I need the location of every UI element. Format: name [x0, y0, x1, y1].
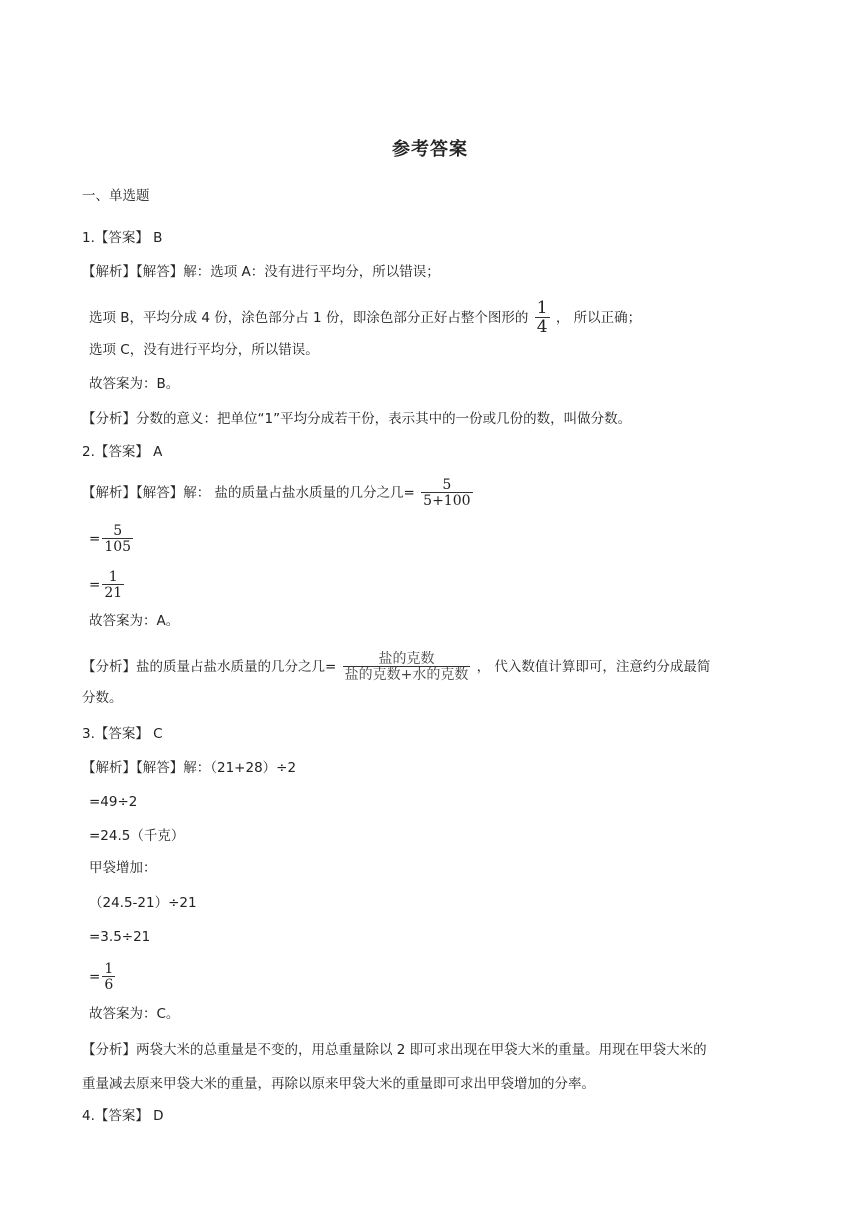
- equals-sign: =: [89, 531, 101, 547]
- fraction-numerator: 1: [108, 569, 118, 585]
- q2-answer: 2.【答案】 A: [82, 444, 163, 460]
- fraction-denominator: 105: [104, 539, 132, 555]
- q3-fraction: [102, 962, 115, 992]
- q3-fenxi-continued: 重量减去原来甲袋大米的重量，再除以原来甲袋大米的重量即可求出甲袋增加的分率。: [82, 1076, 595, 1092]
- page-title: 参考答案: [392, 139, 468, 160]
- q1-option-b: [89, 300, 641, 336]
- q3-step-2: =24.5（千克）: [89, 828, 185, 844]
- q2-fraction-2: [102, 524, 133, 554]
- q1-analysis: 【解析】【解答】解：选项 A：没有进行平均分，所以错误；: [82, 264, 440, 280]
- q1-fenxi: 【分析】分数的意义：把单位“1”平均分成若干份，表示其中的一份或几份的数，叫做分数。: [82, 411, 632, 427]
- q1-answer: 1.【答案】 B: [82, 230, 163, 246]
- q3-step-1: =49÷2: [89, 794, 138, 810]
- q3-fenxi: 【分析】两袋大米的总重量是不变的，用总重量除以 2 即可求出现在甲袋大米的重量。用现在甲袋大米的: [82, 1042, 707, 1058]
- fraction-denominator: 5+100: [423, 493, 471, 509]
- q1-fraction: [535, 300, 550, 336]
- q2-fenxi-text: 【分析】盐的质量占盐水质量的几分之几=: [82, 659, 337, 675]
- q3-step-4: （24.5-21）÷21: [89, 895, 197, 911]
- fraction-numerator: 5: [442, 477, 452, 493]
- q4-answer: 4.【答案】 D: [82, 1108, 164, 1124]
- q3-step-6: [89, 962, 117, 992]
- q2-step-2: [89, 570, 126, 600]
- fraction-denominator: 6: [104, 977, 114, 993]
- fraction-numerator: 5: [113, 523, 123, 539]
- q2-fraction-1: [421, 478, 472, 508]
- q3-conclusion: 故答案为：C。: [89, 1006, 180, 1022]
- q1-conclusion: 故答案为：B。: [89, 376, 180, 392]
- q1-option-b-text: 选项 B，平均分成 4 份，涂色部分占 1 份，即涂色部分正好占整个图形的: [89, 310, 529, 326]
- fraction-numerator: 1: [104, 961, 114, 977]
- q2-analysis: [82, 478, 475, 508]
- section-heading: 一、单选题: [82, 188, 150, 204]
- q1-option-c: 选项 C，没有进行平均分，所以错误。: [89, 342, 319, 358]
- q2-fenxi: [82, 652, 710, 682]
- fraction-denominator: 4: [536, 317, 548, 337]
- equals-sign: =: [89, 577, 101, 593]
- q3-answer: 3.【答案】 C: [82, 726, 163, 742]
- q2-fenxi-fraction: [343, 652, 471, 682]
- q2-step-1: [89, 524, 135, 554]
- q3-step-5: =3.5÷21: [89, 929, 151, 945]
- q3-step-3: 甲袋增加：: [89, 860, 157, 876]
- q1-option-b-tail: ， 所以正确；: [555, 310, 642, 326]
- fraction-numerator: 1: [536, 298, 548, 318]
- fraction-denominator: 21: [104, 585, 123, 601]
- q3-analysis: 【解析】【解答】解：（21+28）÷2: [82, 760, 297, 776]
- q2-analysis-text: 【解析】【解答】解： 盐的质量占盐水质量的几分之几=: [82, 485, 415, 501]
- q2-fraction-3: [102, 570, 124, 600]
- q2-fenxi-continued: 分数。: [82, 690, 123, 706]
- q2-conclusion: 故答案为：A。: [89, 613, 180, 629]
- fraction-numerator: 盐的克数: [378, 651, 435, 667]
- fraction-denominator: 盐的克数+水的克数: [344, 667, 469, 683]
- q2-fenxi-tail: ， 代入数值计算即可，注意约分成最简: [476, 659, 711, 675]
- equals-sign: =: [89, 969, 101, 985]
